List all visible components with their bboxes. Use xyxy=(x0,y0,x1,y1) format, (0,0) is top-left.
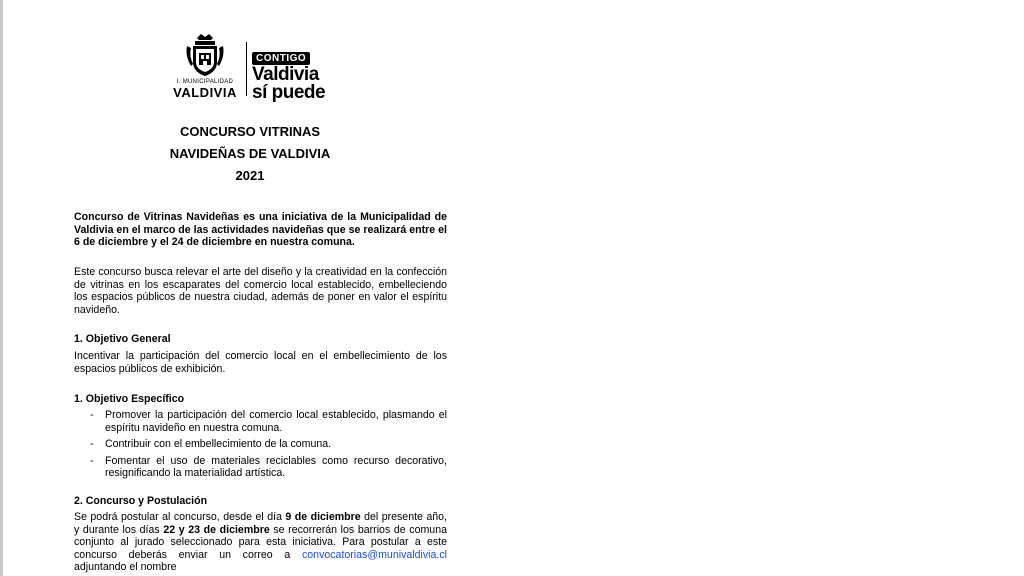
title-line-1: CONCURSO VITRINAS xyxy=(179,124,321,139)
contigo-line-1: Valdivia xyxy=(252,64,319,85)
title-line-2: NAVIDEÑAS DE VALDIVIA xyxy=(169,146,331,161)
header-logos xyxy=(168,32,328,102)
coat-of-arms-icon xyxy=(185,32,225,78)
municipalidad-logo xyxy=(168,32,242,100)
list-item: - Fomentar el uso de materiales reciclables como recurso decorativo, resignificando la materialidad artística. xyxy=(90,454,447,479)
tour-dates: 22 y 23 de diciembre xyxy=(163,523,270,536)
valdivia-label: VALDIVIA xyxy=(173,85,237,100)
contigo-logo xyxy=(252,52,332,102)
concurso-postulacion-text xyxy=(74,511,447,574)
list-item-text: Promover la participación del comercio local establecido, plasmando el espíritu navideño en nuestra comuna. xyxy=(105,409,447,434)
intro-bold-paragraph: Concurso de Vitrinas Navideñas es una iniciativa de la Municipalidad de Valdivia en el marco de las actividades navideñas que se realizará entre el 6 de diciembre y el 24 de diciembre en nuestra comuna. xyxy=(74,211,447,248)
email-link[interactable]: convocatorias@munivaldivia.cl xyxy=(301,548,447,561)
text-segment: Se podrá postular al concurso, desde el día xyxy=(74,511,286,523)
section-heading-objetivo-general: 1. Objetivo General xyxy=(74,333,171,345)
document-title xyxy=(150,121,350,187)
text-segment: adjuntando el nombre xyxy=(74,561,177,573)
objetivo-especifico-list xyxy=(90,409,447,484)
municipalidad-label: I. MUNICIPALIDAD xyxy=(176,79,234,85)
list-item: - Contribuir con el embellecimiento de la comuna. xyxy=(90,438,332,450)
text-segment: del presente año, y durante los días xyxy=(74,511,447,536)
contigo-badge: CONTIGO xyxy=(252,52,310,65)
objetivo-general-text: Incentivar la participación del comercio local en el embellecimiento de los espacios públicos de exhibición. xyxy=(74,350,447,375)
intro-paragraph: Este concurso busca relevar el arte del diseño y la creatividad en la confección de vitrinas en los escaparates del comercio local establecido, embelleciendo los espacios públicos de nuestra ciudad, además de poner en valor el espíritu navideño. xyxy=(74,266,447,316)
start-date: 9 de diciembre xyxy=(285,511,361,523)
section-heading-concurso-postulacion: 2. Concurso y Postulación xyxy=(74,495,208,507)
contigo-line-2: sí puede xyxy=(252,82,326,103)
list-item-text: Contribuir con el embellecimiento de la comuna. xyxy=(105,438,332,450)
list-item: - Promover la participación del comercio local establecido, plasmando el espíritu navideño en nuestra comuna. xyxy=(90,409,447,434)
text-segment: se recorrerán los barrios de comuna conjunto al jurado seleccionado para esta iniciativa. Para postular a este concurso deberás enviar un correo a xyxy=(74,523,447,561)
title-line-3: 2021 xyxy=(235,168,265,183)
section-heading-objetivo-especifico: 1. Objetivo Específico xyxy=(74,393,185,405)
list-item-text: Fomentar el uso de materiales reciclables como recurso decorativo, resignificando la materialidad artística. xyxy=(105,454,447,479)
logo-divider xyxy=(246,42,247,96)
